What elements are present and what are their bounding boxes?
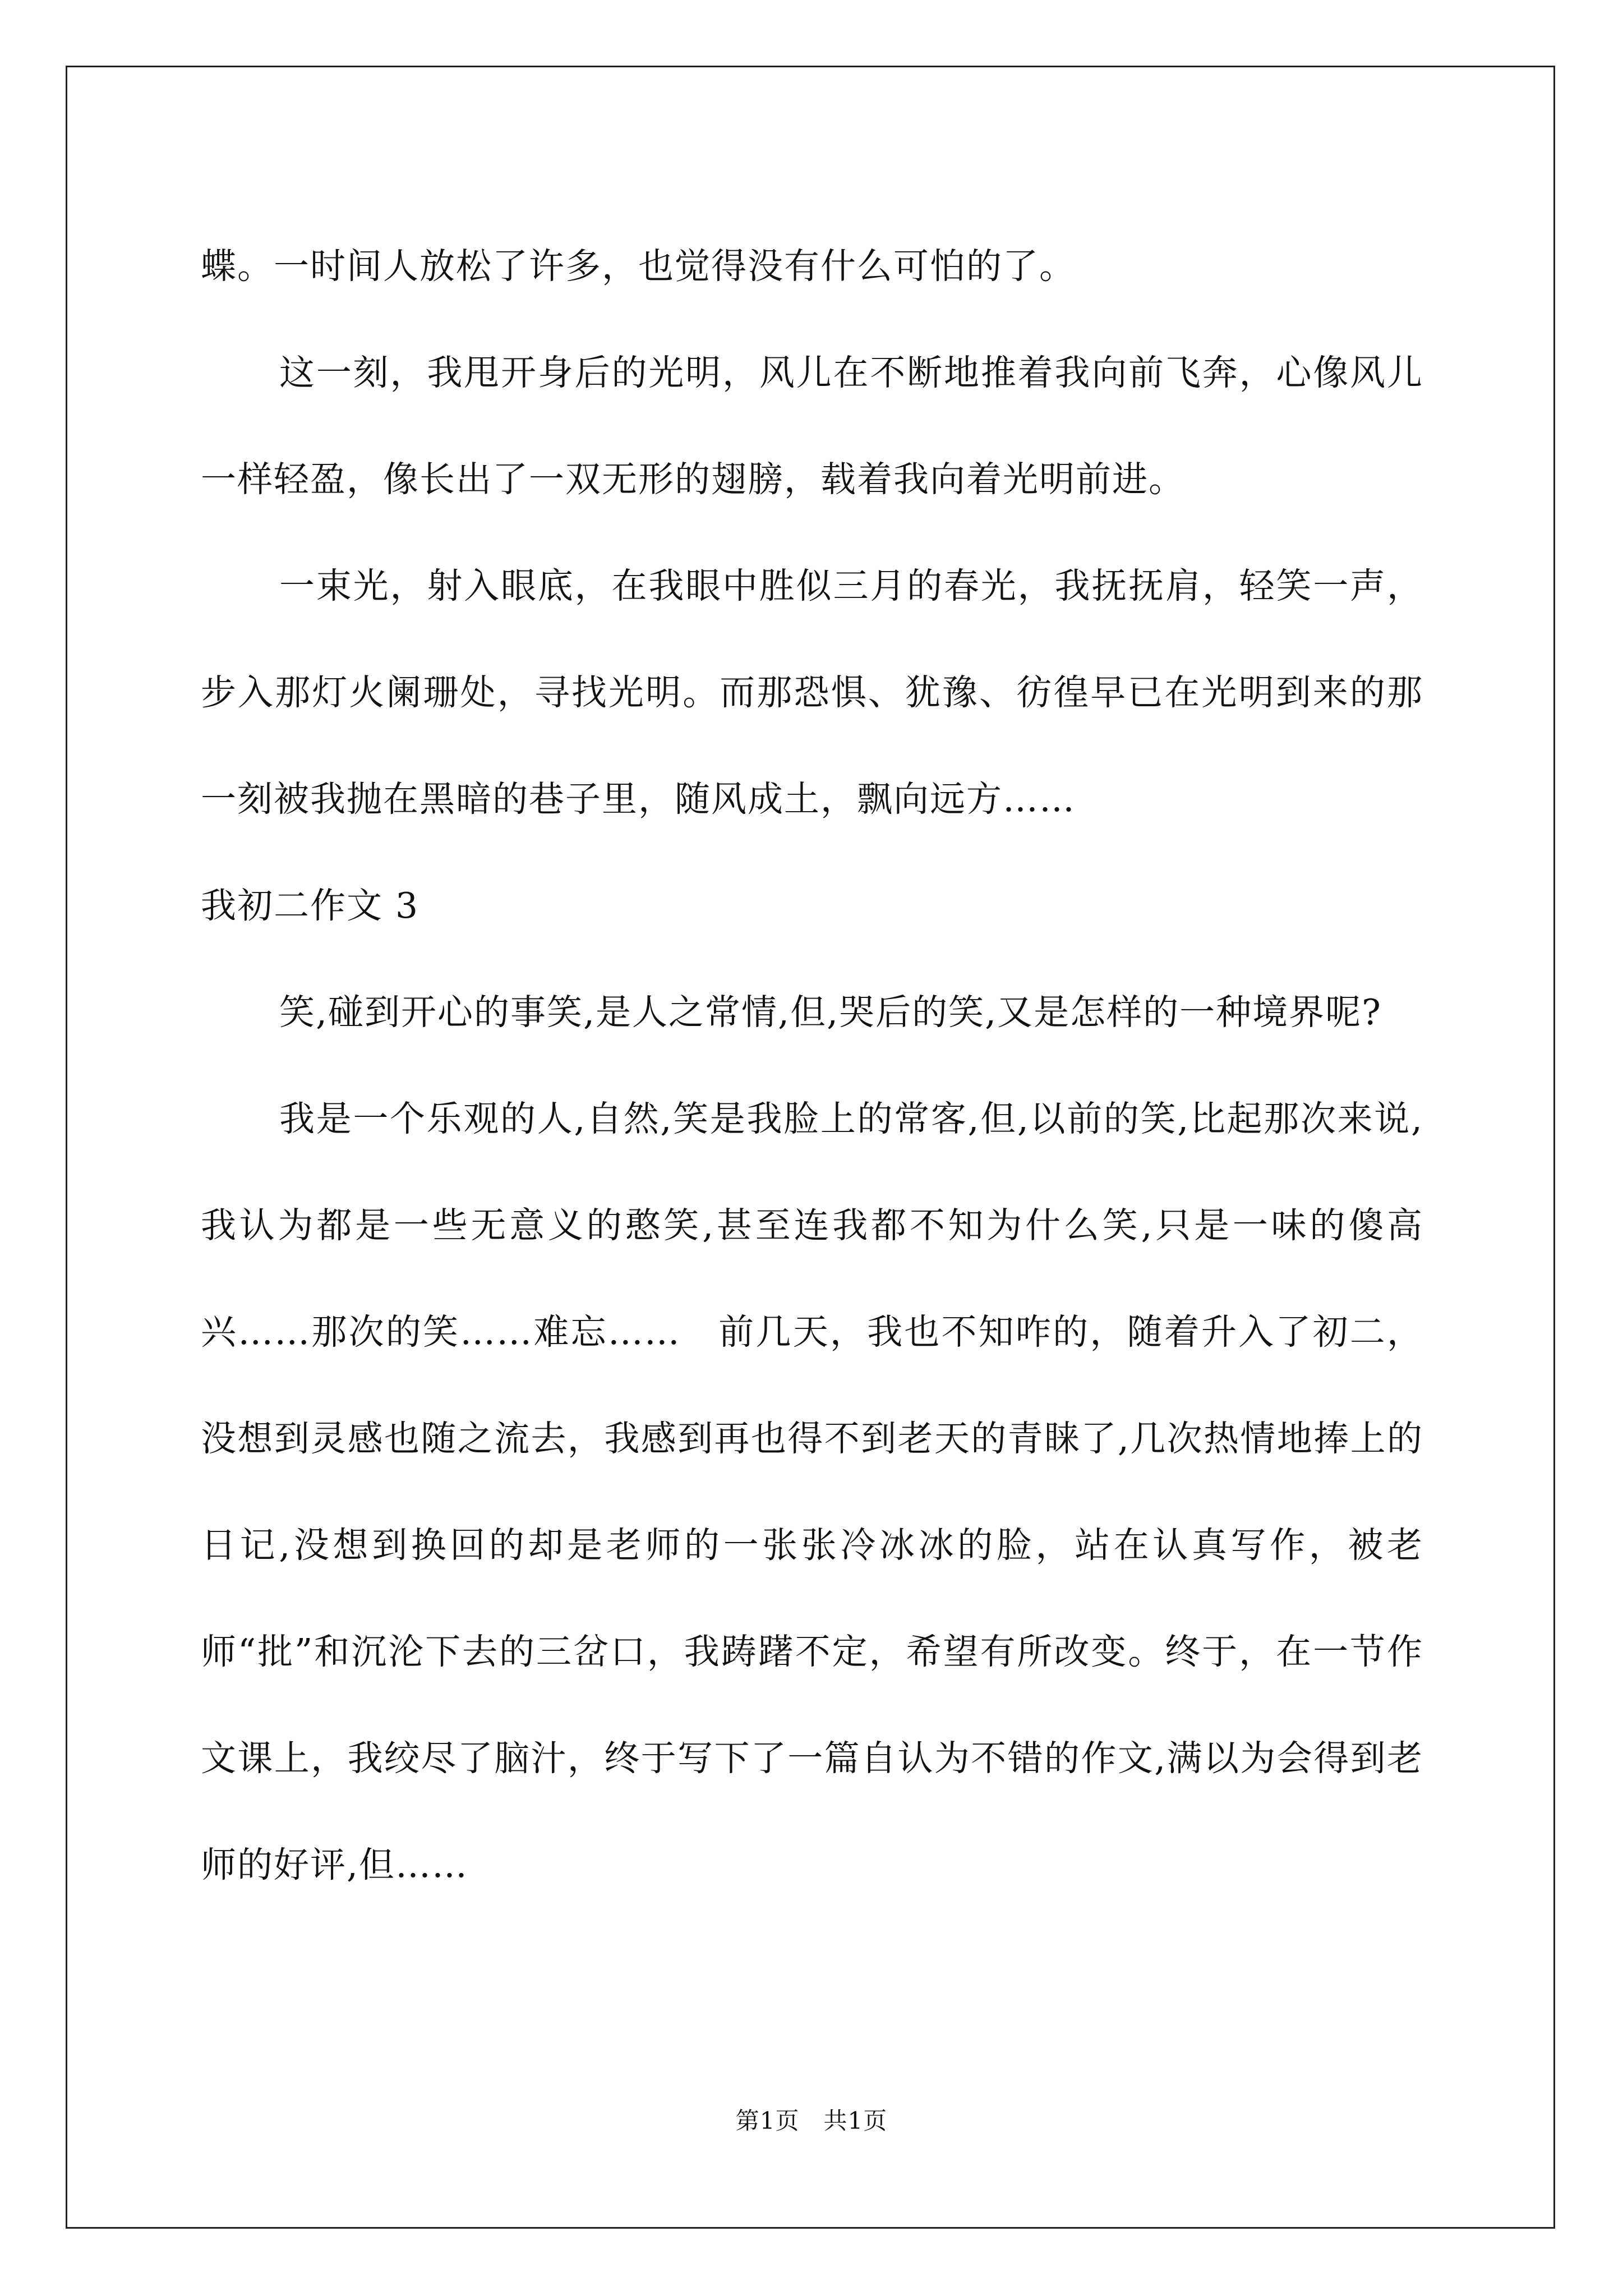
page-footer: 第1页 共1页 [735,2107,888,2134]
paragraph-3: 一束光，射入眼底，在我眼中胜似三月的春光，我抚抚肩，轻笑一声，步入那灯火阑珊处，寻找光明。而那恐惧、犹豫、彷徨早已在光明到来的那一刻被我抛在黑暗的巷子里，随风成土，飘向远方…… [201,565,1423,820]
section-paragraph-2: 我是一个乐观的人,自然,笑是我脸上的常客,但,以前的笑,比起那次来说,我认为都是一些无意义的憨笑,甚至连我都不知为什么笑,只是一味的傻高兴……那次的笑……难忘…… 前几天，我也不知咋的，随着升入了初二，没想到灵感也随之流去，我感到再也得不到老天的青睐了,几次热情地捧上的日记,没想到换回的却是老师的一张张冷冰冰的脸，站在认真写作，被老师“批”和沉沦下去的三岔口，我踌躇不定，希望有所改变。终于，在一节作文课上，我绞尽了脑汁，终于写下了一篇自认为不错的作文,满以为会得到老师的好评,但…… [201,1098,1423,1885]
section-title: 我初二作文 3 [201,885,419,926]
document-body [201,213,1423,1918]
paragraph-2: 这一刻，我甩开身后的光明，风儿在不断地推着我向前飞奔，心像风儿一样轻盈，像长出了一双无形的翅膀，载着我向着光明前进。 [201,352,1423,500]
paragraph-1: 蝶。一时间人放松了许多，也觉得没有什么可怕的了。 [201,246,1076,287]
section-paragraph-1: 笑,碰到开心的事笑,是人之常情,但,哭后的笑,又是怎样的一种境界呢? [279,992,1382,1033]
